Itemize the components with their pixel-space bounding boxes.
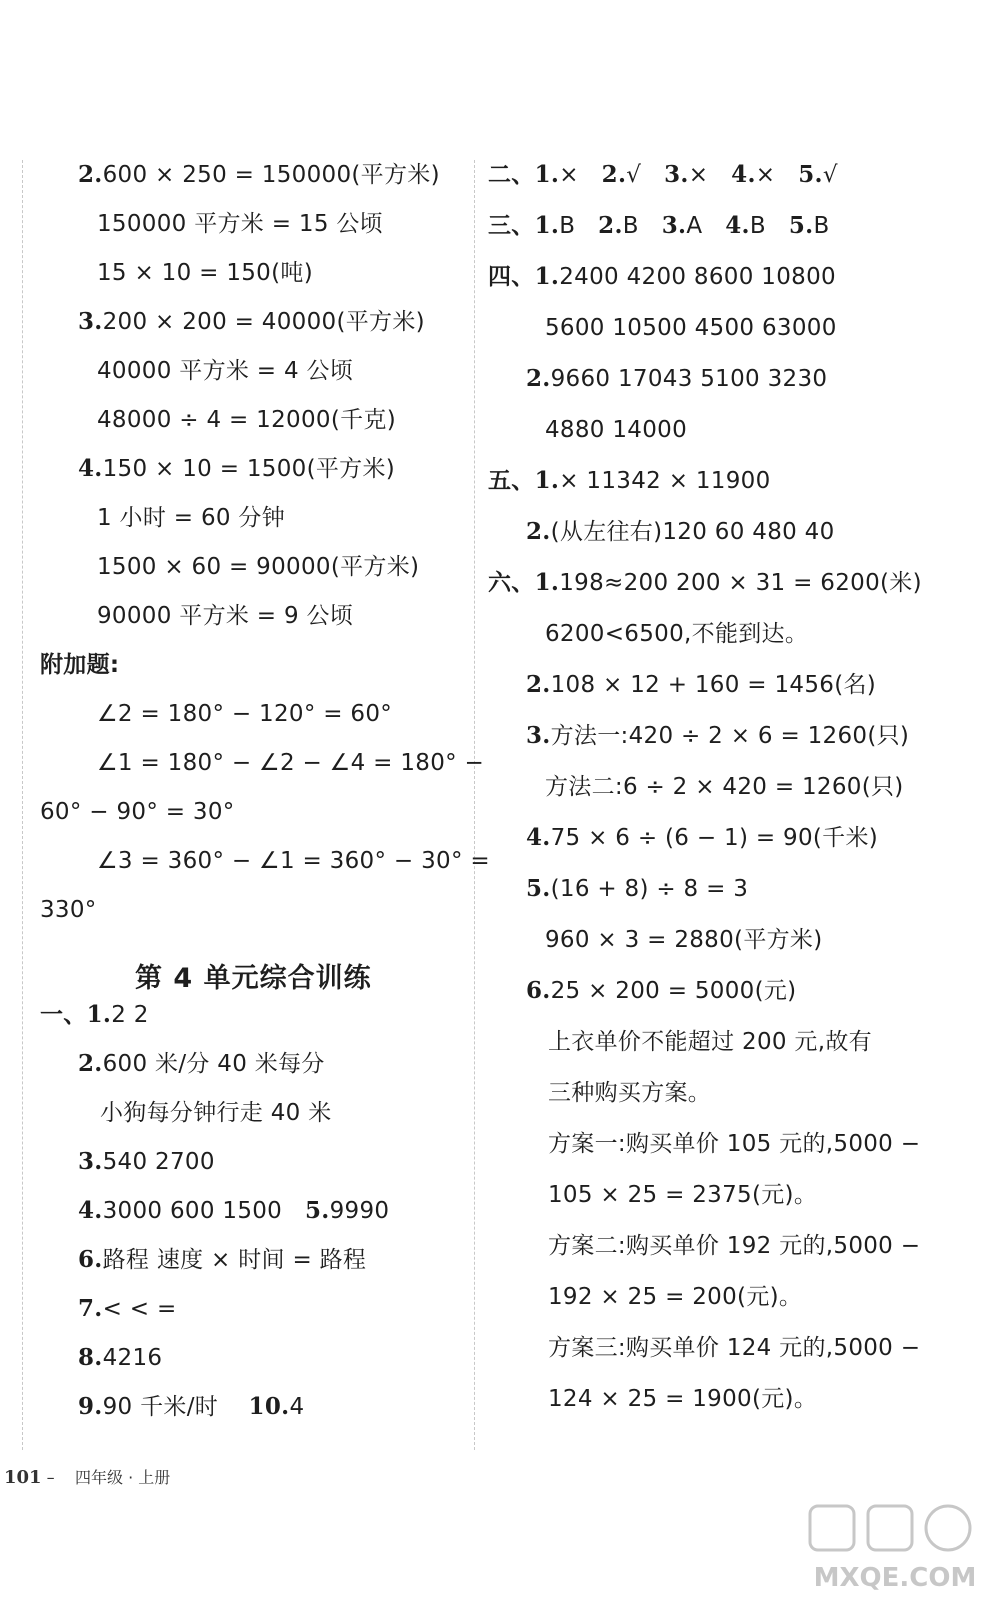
extra-question-title: 附加题: [40, 652, 120, 678]
answer-line: 150000 平方米 = 15 公顷 [97, 211, 383, 237]
answer-line: 90000 平方米 = 9 公顷 [97, 603, 354, 629]
answer-line: 3.方法一:420 ÷ 2 × 6 = 1260(只) [526, 722, 910, 749]
answer-line: 四、1.2400 4200 8600 10800 [488, 263, 836, 290]
answer-line: 4880 14000 [545, 417, 688, 443]
answer-line: 2.9660 17043 5100 3230 [526, 365, 828, 392]
answer-line: 40000 平方米 = 4 公顷 [97, 358, 354, 384]
answer-line: 192 × 25 = 200(元)。 [548, 1284, 803, 1310]
answer-line: 3.200 × 200 = 40000(平方米) [78, 308, 425, 335]
answer-line: 105 × 25 = 2375(元)。 [548, 1182, 818, 1208]
answer-line: 方案一:购买单价 105 元的,5000 − [548, 1131, 921, 1157]
answer-line: 8.4216 [78, 1344, 163, 1371]
watermark-text: MXQE.COM [813, 1563, 977, 1593]
footer-dash: – [46, 1468, 55, 1487]
answer-line: 5600 10500 4500 63000 [545, 315, 837, 341]
answer-line: ∠3 = 360° − ∠1 = 360° − 30° = [97, 848, 490, 874]
answer-line: 3.540 2700 [78, 1148, 215, 1175]
answer-line: 330° [40, 897, 97, 923]
answer-line: 方法二:6 ÷ 2 × 420 = 1260(只) [545, 774, 904, 800]
answer-line: 三、1.B 2.B 3.A 4.B 5.B [488, 212, 830, 239]
answer-line: 上衣单价不能超过 200 元,故有 [548, 1029, 872, 1055]
answer-line: 4.75 × 6 ÷ (6 − 1) = 90(千米) [526, 824, 879, 851]
left-margin-rule [22, 160, 23, 1450]
answer-line: 960 × 3 = 2880(平方米) [545, 927, 823, 953]
answer-line: 6200<6500,不能到达。 [545, 621, 809, 647]
answer-line: 48000 ÷ 4 = 12000(千克) [97, 407, 396, 433]
answer-line: ∠1 = 180° − ∠2 − ∠4 = 180° − [97, 750, 485, 776]
answer-line: 2.600 × 250 = 150000(平方米) [78, 161, 440, 188]
answer-line: 4.150 × 10 = 1500(平方米) [78, 455, 396, 482]
answer-line: 小狗每分钟行走 40 米 [100, 1100, 332, 1126]
answer-line: ∠2 = 180° − 120° = 60° [97, 701, 393, 727]
page-footer [4, 1466, 170, 1490]
answer-line: 三种购买方案。 [548, 1080, 712, 1106]
answer-line: 6.路程 速度 × 时间 = 路程 [78, 1246, 367, 1273]
answer-line: 15 × 10 = 150(吨) [97, 260, 313, 286]
answer-line: 60° − 90° = 30° [40, 799, 235, 825]
answer-line: 7.< < = [78, 1295, 177, 1322]
answer-line: 4.3000 600 1500 5.9990 [78, 1197, 390, 1224]
section-title: 第 4 单元综合训练 [135, 963, 372, 994]
page-number: 101 [4, 1467, 42, 1488]
column-divider [474, 160, 475, 1450]
answer-line: 一、1.2 2 [40, 1001, 149, 1028]
answer-line: 五、1.× 11342 × 11900 [488, 467, 771, 494]
answer-line: 2.108 × 12 + 160 = 1456(名) [526, 671, 877, 698]
answer-line: 124 × 25 = 1900(元)。 [548, 1386, 818, 1412]
answer-line: 二、1.× 2.√ 3.× 4.× 5.√ [488, 161, 838, 188]
answer-line: 1 小时 = 60 分钟 [97, 505, 286, 531]
answer-line: 1500 × 60 = 90000(平方米) [97, 554, 420, 580]
answer-line: 2.600 米/分 40 米每分 [78, 1050, 325, 1077]
answer-line: 6.25 × 200 = 5000(元) [526, 977, 797, 1004]
answer-line: 六、1.198≈200 200 × 31 = 6200(米) [488, 569, 922, 596]
book-label: 四年级 · 上册 [75, 1468, 171, 1487]
answer-line: 9.90 千米/时 10.4 [78, 1393, 305, 1420]
watermark-logo [808, 1502, 983, 1594]
answer-line: 2.(从左往右)120 60 480 40 [526, 518, 835, 545]
answer-line: 方案三:购买单价 124 元的,5000 − [548, 1335, 921, 1361]
answer-line: 方案二:购买单价 192 元的,5000 − [548, 1233, 921, 1259]
answer-line: 5.(16 + 8) ÷ 8 = 3 [526, 875, 749, 902]
